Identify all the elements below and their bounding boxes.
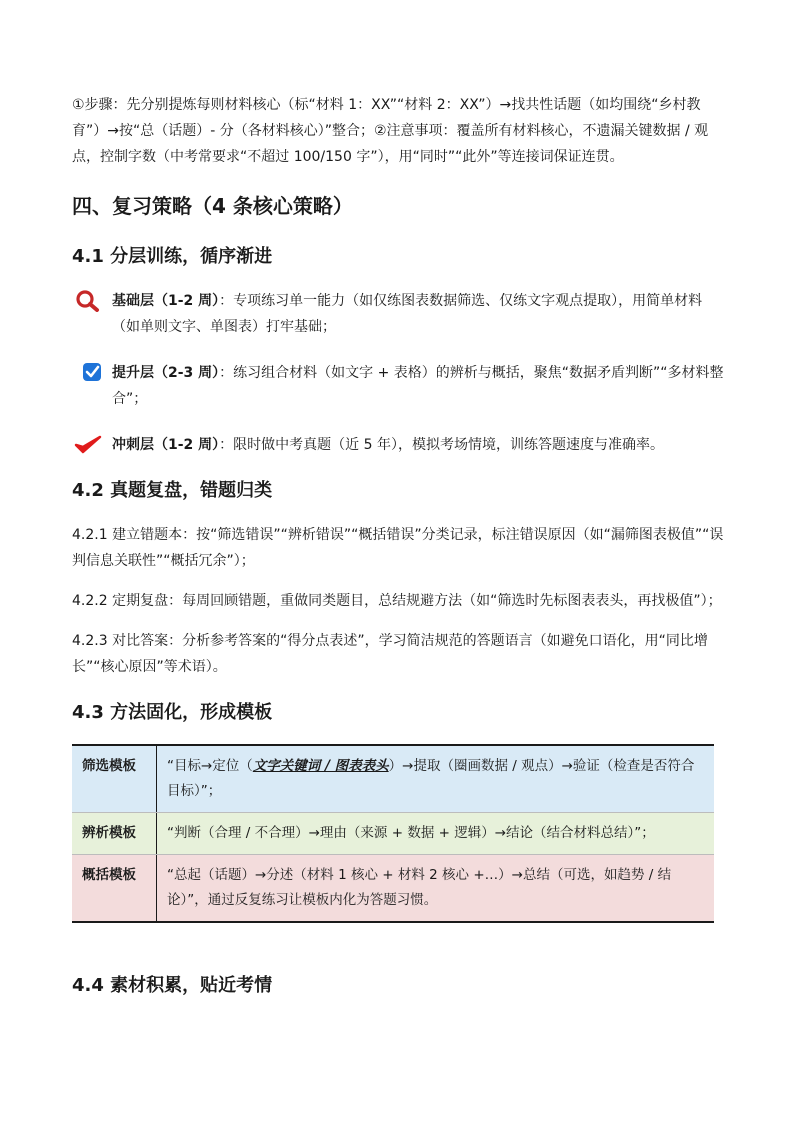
checkmark-icon: [74, 434, 102, 456]
template-name: 辨析模板: [72, 813, 157, 855]
template-content: “目标→定位（文字关键词 / 图表表头）→提取（圈画数据 / 观点）→验证（检查是否符合目标）”；: [157, 745, 715, 813]
layer-basic-text: ：专项练习单一能力（如仅练图表数据筛选、仅练文字观点提取），用简单材料（如单则文字、单图表）打牢基础；: [112, 293, 703, 335]
review-item-2: 4.2.2 定期复盘：每周回顾错题，重做同类题目，总结规避方法（如“筛选时先标图表表头，再找极值”）；: [72, 593, 722, 609]
template-content: “判断（合理 / 不合理）→理由（来源 + 数据 + 逻辑）→结论（结合材料总结）”；: [157, 813, 715, 855]
layer-advanced-text: ：练习组合材料（如文字 + 表格）的辨析与概括，聚焦“数据矛盾判断”“多材料整合”；: [112, 365, 724, 407]
section-4-1-heading: 4.1 分层训练，循序渐进: [72, 246, 273, 267]
section-4-heading: 四、复习策略（4 条核心策略）: [72, 194, 353, 218]
table-row: [72, 745, 714, 813]
review-list: [72, 522, 728, 680]
search-icon: [74, 290, 102, 312]
layer-sprint: [72, 432, 728, 458]
checkbox-icon: [74, 362, 102, 384]
template-keyword: 文字关键词 / 图表表头: [252, 758, 389, 774]
template-name: 筛选模板: [72, 745, 157, 813]
layer-basic-label: 基础层（1-2 周）: [112, 293, 220, 309]
document-page: [72, 92, 728, 1017]
table-row: [72, 813, 714, 855]
layer-sprint-label: 冲刺层（1-2 周）: [112, 437, 220, 453]
intro-paragraph: ①步骤：先分别提炼每则材料核心（标“材料 1：XX”“材料 2：XX”）→找共性话题（如均围绕“乡村教育”）→按“总（话题）- 分（各材料核心）”整合；②注意事项：覆盖所有材料核心，不遗漏关键数据 / 观点，控制字数（中考常要求“不超过 100/150 字”），用“同时”“此外”等连接词保证连贯。: [72, 97, 709, 165]
table-row: [72, 855, 714, 923]
layer-basic: [72, 288, 728, 340]
template-table: [72, 744, 714, 923]
layer-advanced: [72, 360, 728, 412]
layer-sprint-text: ：限时做中考真题（近 5 年），模拟考场情境，训练答题速度与准确率。: [219, 437, 664, 453]
review-item-1: 4.2.1 建立错题本：按“筛选错误”“辨析错误”“概括错误”分类记录，标注错误原因（如“漏筛图表极值”“误判信息关联性”“概括冗余”）；: [72, 527, 724, 569]
layer-advanced-label: 提升层（2-3 周）: [112, 365, 220, 381]
section-4-4-heading: 4.4 素材积累，贴近考情: [72, 975, 273, 996]
review-item-3: 4.2.3 对比答案：分析参考答案的“得分点表述”，学习简洁规范的答题语言（如避免口语化，用“同比增长”“核心原因”等术语）。: [72, 633, 708, 675]
template-name: 概括模板: [72, 855, 157, 923]
template-content: “总起（话题）→分述（材料 1 核心 + 材料 2 核心 +…）→总结（可选，如趋势 / 结论）”，通过反复练习让模板内化为答题习惯。: [157, 855, 715, 923]
section-4-3-heading: 4.3 方法固化，形成模板: [72, 702, 273, 723]
section-4-2-heading: 4.2 真题复盘，错题归类: [72, 480, 273, 501]
